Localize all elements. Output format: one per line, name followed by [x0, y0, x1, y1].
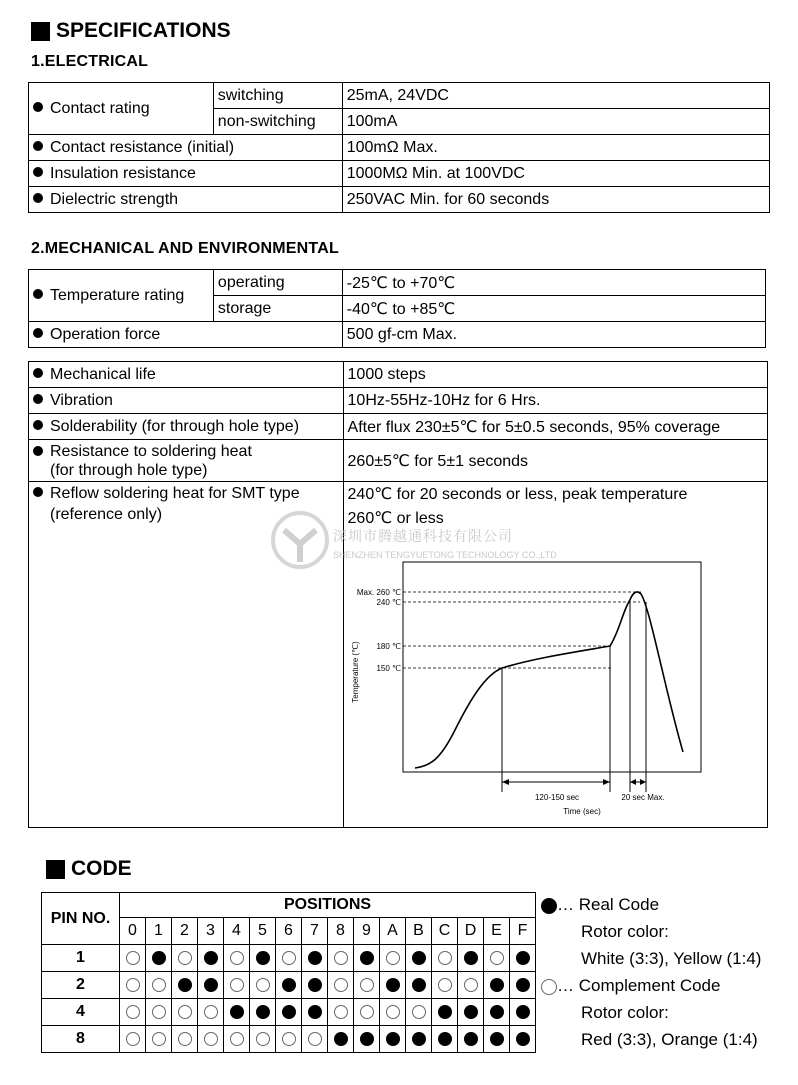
filled-circle-icon — [490, 978, 504, 992]
position-label: D — [458, 918, 484, 945]
filled-circle-icon — [204, 951, 218, 965]
bullet-icon — [33, 289, 43, 299]
code-cell — [198, 972, 224, 999]
filled-circle-icon — [490, 1032, 504, 1046]
table-row — [29, 414, 768, 440]
open-circle-icon — [230, 978, 244, 992]
spec-value: 1000 steps — [343, 362, 767, 388]
open-circle-icon — [282, 1032, 296, 1046]
code-cell — [302, 945, 328, 972]
position-label: F — [510, 918, 536, 945]
table-row — [42, 972, 536, 999]
code-cell — [484, 1026, 510, 1053]
spec-label: Operation force — [29, 322, 343, 348]
filled-circle-icon — [178, 978, 192, 992]
spec-label: Reflow soldering heat for SMT type (reference only) — [29, 482, 344, 828]
square-bullet-icon — [46, 860, 65, 879]
position-label: B — [406, 918, 432, 945]
open-circle-icon — [282, 951, 296, 965]
code-cell — [250, 945, 276, 972]
code-cell — [120, 999, 146, 1026]
temperature-rating-cell: Temperature rating — [29, 270, 214, 322]
filled-circle-icon — [464, 1005, 478, 1019]
code-cell — [250, 972, 276, 999]
table-row — [29, 270, 766, 296]
specifications-title: SPECIFICATIONS — [56, 19, 231, 42]
watermark-cn: 深圳市腾越通科技有限公司 — [333, 528, 513, 544]
position-label: 9 — [354, 918, 380, 945]
bullet-icon — [33, 487, 43, 497]
table-row — [42, 893, 536, 918]
reflow-value-line: 240℃ for 20 seconds or less, peak temperature — [347, 486, 688, 503]
filled-circle-icon — [360, 951, 374, 965]
position-label: 5 — [250, 918, 276, 945]
code-cell — [328, 972, 354, 999]
company-logo-watermark-icon — [270, 510, 330, 570]
code-cell — [172, 972, 198, 999]
code-cell — [484, 972, 510, 999]
code-cell — [302, 972, 328, 999]
code-legend — [541, 891, 793, 1053]
filled-circle-icon — [308, 951, 322, 965]
square-bullet-icon — [31, 22, 50, 41]
open-circle-icon — [152, 1032, 166, 1046]
code-cell — [458, 999, 484, 1026]
open-circle-icon — [438, 951, 452, 965]
spec-value: 1000MΩ Min. at 100VDC — [342, 161, 769, 187]
table-row — [29, 135, 770, 161]
code-cell — [146, 999, 172, 1026]
non-switching-label: non-switching — [213, 109, 342, 135]
watermark-en: SHENZHEN TENGYUETONG TECHNOLOGY CO.,LTD — [333, 550, 557, 560]
position-label: 6 — [276, 918, 302, 945]
bullet-icon — [33, 167, 43, 177]
open-circle-icon — [178, 1005, 192, 1019]
spec-value: 250VAC Min. for 60 seconds — [342, 187, 769, 213]
code-cell — [224, 972, 250, 999]
open-circle-icon — [126, 1032, 140, 1046]
position-label: A — [380, 918, 406, 945]
filled-circle-icon — [256, 1005, 270, 1019]
spec-value: 500 gf-cm Max. — [342, 322, 765, 348]
code-cell — [328, 945, 354, 972]
filled-circle-icon — [516, 1005, 530, 1019]
open-circle-icon — [386, 951, 400, 965]
spec-label: Mechanical life — [29, 362, 344, 388]
position-label: 7 — [302, 918, 328, 945]
open-circle-icon — [204, 1005, 218, 1019]
table-row — [29, 322, 766, 348]
filled-circle-icon — [256, 951, 270, 965]
open-circle-icon — [204, 1032, 218, 1046]
code-cell — [198, 999, 224, 1026]
table-row — [29, 161, 770, 187]
table-row — [42, 1026, 536, 1053]
code-cell — [276, 972, 302, 999]
code-cell — [172, 999, 198, 1026]
code-cell — [250, 1026, 276, 1053]
open-circle-icon — [360, 1005, 374, 1019]
operating-value: -25℃ to +70℃ — [342, 270, 765, 296]
filled-circle-icon — [386, 1032, 400, 1046]
arrowhead — [502, 779, 509, 785]
code-heading — [46, 857, 132, 881]
position-label: 8 — [328, 918, 354, 945]
code-cell — [432, 999, 458, 1026]
code-cell — [458, 945, 484, 972]
bullet-icon — [33, 328, 43, 338]
code-cell — [276, 999, 302, 1026]
position-label: 3 — [198, 918, 224, 945]
spec-label: Insulation resistance — [29, 161, 343, 187]
legend-real-code: … Real Code — [541, 891, 793, 918]
code-cell — [224, 999, 250, 1026]
open-circle-icon — [126, 1005, 140, 1019]
filled-circle-icon — [541, 898, 557, 914]
position-label: C — [432, 918, 458, 945]
code-cell — [354, 945, 380, 972]
code-cell — [406, 999, 432, 1026]
open-circle-icon — [256, 978, 270, 992]
filled-circle-icon — [334, 1032, 348, 1046]
open-circle-icon — [126, 978, 140, 992]
chart-xlabel: Time (sec) — [563, 807, 601, 816]
filled-circle-icon — [230, 1005, 244, 1019]
table-row — [42, 945, 536, 972]
open-circle-icon — [178, 951, 192, 965]
spec-value: 100mΩ Max. — [342, 135, 769, 161]
filled-circle-icon — [386, 978, 400, 992]
filled-circle-icon — [282, 978, 296, 992]
pin-number: 4 — [42, 999, 120, 1026]
chart-ylabel: Temperature (℃) — [351, 641, 360, 703]
code-cell — [276, 1026, 302, 1053]
code-cell — [146, 945, 172, 972]
legend-complement-code: … Complement Code — [541, 972, 793, 999]
code-cell — [146, 1026, 172, 1053]
pin-number: 8 — [42, 1026, 120, 1053]
code-cell — [380, 945, 406, 972]
bullet-icon — [33, 193, 43, 203]
spec-label: Vibration — [29, 388, 344, 414]
code-cell — [406, 945, 432, 972]
code-title: CODE — [71, 857, 132, 880]
open-circle-icon — [152, 1005, 166, 1019]
open-circle-icon — [256, 1032, 270, 1046]
open-circle-icon — [334, 978, 348, 992]
reflow-profile-chart — [345, 560, 705, 825]
open-circle-icon — [334, 1005, 348, 1019]
reflow-value-line: 260℃ or less — [347, 510, 444, 527]
code-cell — [198, 945, 224, 972]
open-circle-icon — [386, 1005, 400, 1019]
filled-circle-icon — [308, 1005, 322, 1019]
code-cell — [198, 1026, 224, 1053]
code-cell — [380, 1026, 406, 1053]
code-cell — [250, 999, 276, 1026]
switching-label: switching — [213, 83, 342, 109]
position-label: 4 — [224, 918, 250, 945]
open-circle-icon — [438, 978, 452, 992]
span-label-1: 120-150 sec — [534, 793, 580, 802]
level-label: 240 ℃ — [376, 598, 401, 607]
bullet-icon — [33, 420, 43, 430]
legend-real-colors: White (3:3), Yellow (1:4) — [581, 949, 762, 968]
filled-circle-icon — [464, 1032, 478, 1046]
filled-circle-icon — [438, 1032, 452, 1046]
code-cell — [510, 999, 536, 1026]
bullet-icon — [33, 141, 43, 151]
operating-label: operating — [213, 270, 342, 296]
code-cell — [510, 972, 536, 999]
filled-circle-icon — [438, 1005, 452, 1019]
filled-circle-icon — [464, 951, 478, 965]
code-cell — [354, 999, 380, 1026]
arrowhead — [640, 779, 646, 785]
code-cell — [458, 972, 484, 999]
table-row — [29, 83, 770, 109]
legend-comp-rotor: Rotor color: — [581, 1003, 669, 1022]
filled-circle-icon — [516, 951, 530, 965]
legend-real-rotor: Rotor color: — [581, 922, 669, 941]
position-label: 1 — [146, 918, 172, 945]
arrowhead — [630, 779, 636, 785]
arrowhead — [603, 779, 610, 785]
code-cell — [328, 999, 354, 1026]
chart-frame — [403, 562, 701, 772]
bullet-icon — [33, 368, 43, 378]
electrical-table — [28, 82, 770, 213]
bullet-icon — [33, 394, 43, 404]
table-row — [29, 388, 768, 414]
storage-value: -40℃ to +85℃ — [342, 296, 765, 322]
table-row — [42, 999, 536, 1026]
mechanical-title: 2.MECHANICAL AND ENVIRONMENTAL — [31, 240, 339, 257]
table-row — [29, 440, 768, 482]
open-circle-icon — [412, 1005, 426, 1019]
open-circle-icon — [334, 951, 348, 965]
filled-circle-icon — [308, 978, 322, 992]
level-label: Max. 260 ℃ — [356, 588, 401, 597]
open-circle-icon — [126, 951, 140, 965]
spec-label: Resistance to soldering heat (for through hole type) — [29, 440, 344, 482]
filled-circle-icon — [360, 1032, 374, 1046]
open-circle-icon — [464, 978, 478, 992]
code-cell — [146, 972, 172, 999]
code-cell — [354, 972, 380, 999]
contact-rating-cell: Contact rating — [29, 83, 214, 135]
storage-label: storage — [213, 296, 342, 322]
spec-label: Contact resistance (initial) — [29, 135, 343, 161]
spec-label: Solderability (for through hole type) — [29, 414, 344, 440]
code-cell — [458, 1026, 484, 1053]
code-cell — [276, 945, 302, 972]
filled-circle-icon — [412, 978, 426, 992]
open-circle-icon — [152, 978, 166, 992]
open-circle-icon — [541, 979, 557, 995]
switching-value: 25mA, 24VDC — [342, 83, 769, 109]
bullet-icon — [33, 446, 43, 456]
code-cell — [224, 1026, 250, 1053]
level-label: 150 ℃ — [376, 664, 401, 673]
span-label-2: 20 sec Max. — [621, 793, 665, 802]
level-label: 180 ℃ — [376, 642, 401, 651]
open-circle-icon — [490, 951, 504, 965]
code-cell — [120, 945, 146, 972]
spec-value: 260±5℃ for 5±1 seconds — [343, 440, 767, 482]
code-cell — [354, 1026, 380, 1053]
code-cell — [406, 1026, 432, 1053]
code-cell — [328, 1026, 354, 1053]
code-cell — [302, 999, 328, 1026]
code-cell — [432, 945, 458, 972]
pin-no-header: PIN NO. — [42, 893, 120, 945]
code-cell — [380, 972, 406, 999]
code-cell — [380, 999, 406, 1026]
code-cell — [224, 945, 250, 972]
open-circle-icon — [308, 1032, 322, 1046]
code-cell — [432, 972, 458, 999]
code-table — [41, 892, 536, 1053]
filled-circle-icon — [152, 951, 166, 965]
spec-value: After flux 230±5℃ for 5±0.5 seconds, 95% coverage — [343, 414, 767, 440]
filled-circle-icon — [412, 1032, 426, 1046]
spec-value: 10Hz-55Hz-10Hz for 6 Hrs. — [343, 388, 767, 414]
filled-circle-icon — [412, 951, 426, 965]
spec-label: Dielectric strength — [29, 187, 343, 213]
filled-circle-icon — [282, 1005, 296, 1019]
bullet-icon — [33, 102, 43, 112]
table-row — [29, 362, 768, 388]
code-cell — [120, 1026, 146, 1053]
code-cell — [432, 1026, 458, 1053]
code-cell — [172, 945, 198, 972]
filled-circle-icon — [204, 978, 218, 992]
position-label: 0 — [120, 918, 146, 945]
open-circle-icon — [230, 951, 244, 965]
reflow-curve — [415, 592, 683, 768]
open-circle-icon — [230, 1032, 244, 1046]
position-label: E — [484, 918, 510, 945]
legend-comp-colors: Red (3:3), Orange (1:4) — [581, 1030, 758, 1049]
filled-circle-icon — [490, 1005, 504, 1019]
electrical-title: 1.ELECTRICAL — [31, 53, 149, 70]
table-row — [29, 187, 770, 213]
open-circle-icon — [360, 978, 374, 992]
pin-number: 1 — [42, 945, 120, 972]
open-circle-icon — [178, 1032, 192, 1046]
code-cell — [484, 999, 510, 1026]
filled-circle-icon — [516, 1032, 530, 1046]
code-cell — [120, 972, 146, 999]
pin-number: 2 — [42, 972, 120, 999]
positions-header: POSITIONS — [120, 893, 536, 918]
filled-circle-icon — [516, 978, 530, 992]
code-cell — [510, 1026, 536, 1053]
code-cell — [406, 972, 432, 999]
code-cell — [172, 1026, 198, 1053]
specifications-heading — [31, 19, 231, 43]
code-cell — [302, 1026, 328, 1053]
position-label: 2 — [172, 918, 198, 945]
code-cell — [510, 945, 536, 972]
code-cell — [484, 945, 510, 972]
environmental-table — [28, 269, 766, 348]
non-switching-value: 100mA — [342, 109, 769, 135]
